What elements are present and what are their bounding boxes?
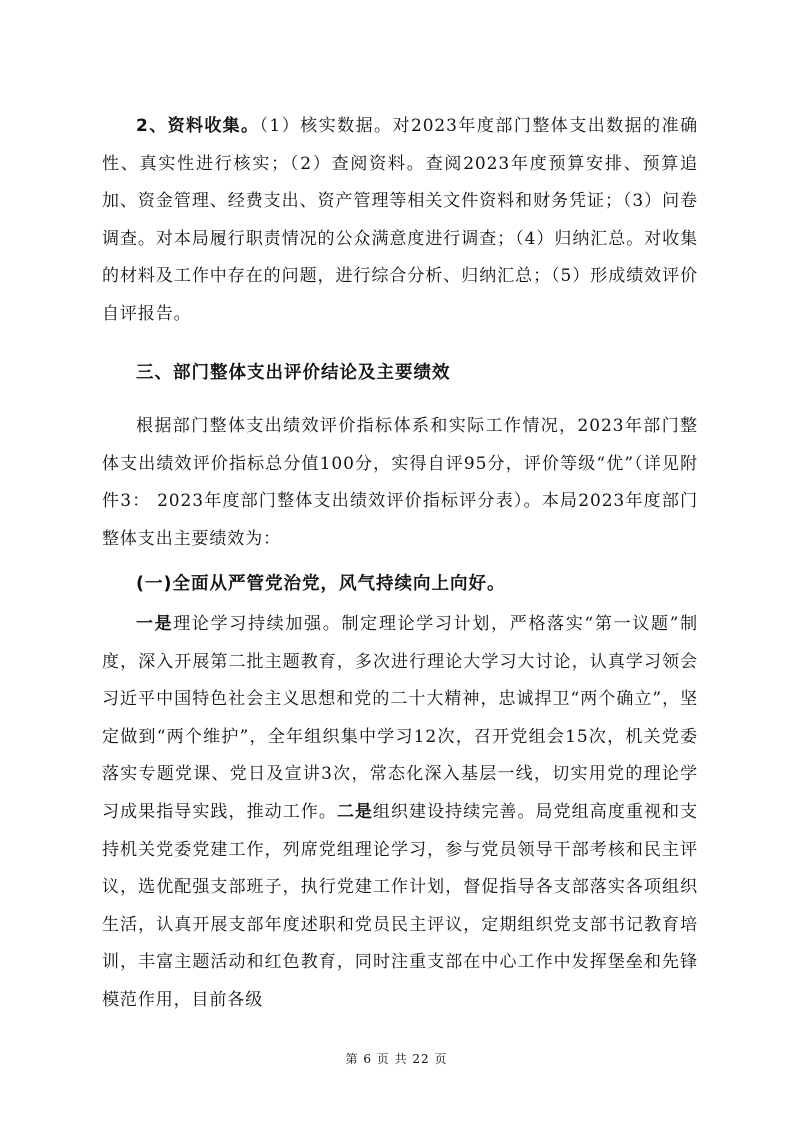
subsection-heading: (一)全面从严管党治党，风气持续向上向好。 [136, 574, 506, 594]
paragraph-lead: 2、资料收集。 [136, 116, 260, 136]
paragraph-data-collection [102, 108, 698, 334]
paragraph-party-building [102, 606, 698, 1020]
section-heading: 三、部门整体支出评价结论及主要绩效 [136, 363, 451, 383]
emphasis-first: 一是 [136, 614, 174, 634]
emphasis-second: 二是 [336, 801, 373, 822]
paragraph-evaluation-conclusion: 根据部门整体支出绩效评价指标体系和实际工作情况，2023年部门整体支出绩效评价指标总分值100分，实得自评95分，评价等级“优”（详见附件3： 2023年度部门整体支出绩效评价指标评分表）。本局2023年度部门整体支出主要绩效为： [102, 416, 698, 549]
page-number: 第 6 页 共 22 页 [345, 1052, 448, 1066]
paragraph-text: （1）核实数据。对2023年度部门整体支出数据的准确性、真实性进行核实；（2）查阅资料。查阅2023年度预算安排、预算追加、资金管理、经费支出、资产管理等相关文件资料和财务凭证；（3）问卷调查。对本局履行职责情况的公众满意度进行调查；（4）归纳汇总。对收集的材料及工作中存在的问题，进行综合分析、归纳汇总；（5）形成绩效评价自评报告。 [102, 116, 698, 324]
paragraph-text-first: 理论学习持续加强。制定理论学习计划，严格落实“第一议题”制度，深入开展第二批主题教育，多次进行理论大学习大讨论，认真学习领会习近平中国特色社会主义思想和党的二十大精神，忠诚捍卫“两个确立”，坚定做到“两个维护”，全年组织集中学习12次，召开党组会15次，机关党委落实专题党课、党日及宣讲3次，常态化深入基层一线，切实用党的理论学习成果指导实践，推动工作。 [102, 614, 698, 822]
paragraph-text-second: 组织建设持续完善。局党组高度重视和支持机关党委党建工作，列席党组理论学习，参与党员领导干部考核和民主评议，选优配强支部班子，执行党建工作计划，督促指导各支部落实各项组织生活，认真开展支部年度述职和党员民主评议，定期组织党支部书记教育培训，丰富主题活动和红色教育，同时注重支部在中心工作中发挥堡垒和先锋模范作用，目前各级 [102, 801, 699, 1010]
